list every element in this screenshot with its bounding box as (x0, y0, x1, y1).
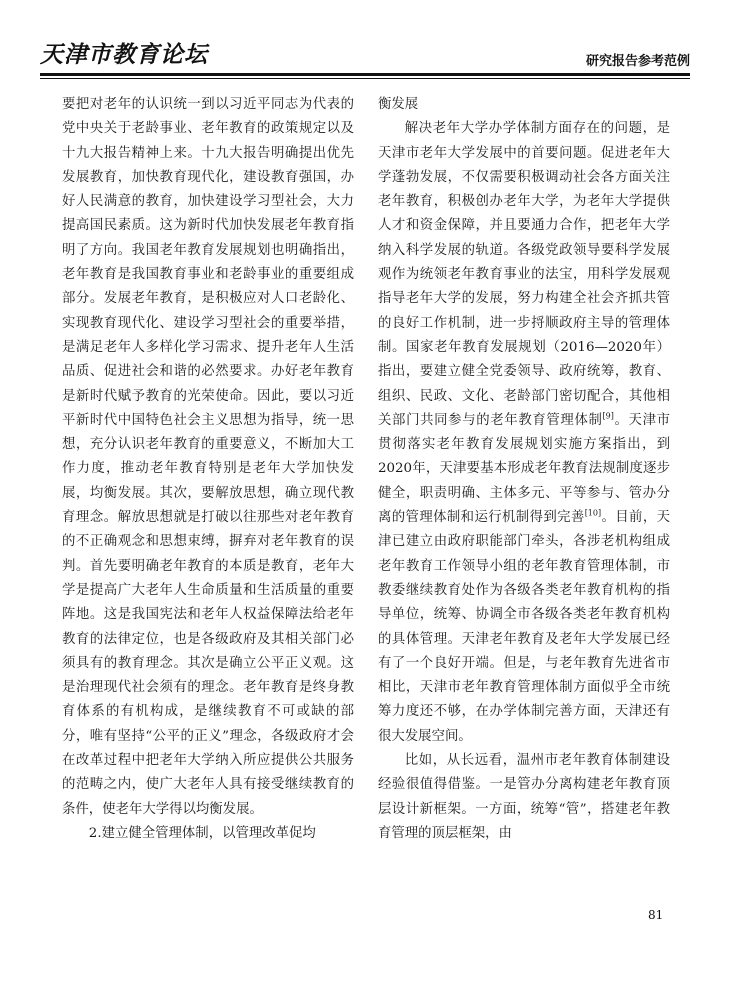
paragraph-continued: 衡发展 (378, 97, 419, 112)
section-label: 研究报告参考范例 (585, 54, 690, 69)
paragraph: 比如，从长远看，温州市老年教育体制建设经验很值得借鉴。一是管办分离构建老年教育顶层设计新框架。一方面，统筹“管”，搭建老年教育管理的顶层框架，由 (378, 753, 670, 841)
journal-logo: 天津市教育论坛 (40, 41, 208, 68)
paragraph (378, 117, 670, 749)
paragraph-text: 。目前，天津已建立由政府职能部门牵头，各涉老机构组成老年教育工作领导小组的老年教育管理体制，市教委继续教育处作为各级各类老年教育机构的指导单位，统筹、协调全市各级各类老年教育机构的具体管理。天津老年教育及老年大学发展已经有了一个良好开端。但是，与老年教育先进省市相比，天津市老年教育管理体制方面似乎全市统筹力度还不够，在办学体制完善方面，天津还有很大发展空间。 (378, 510, 671, 744)
subsection-heading: 2.建立健全管理体制，以管理改革促均 (88, 825, 316, 841)
header-rule-thin (40, 78, 690, 79)
paragraph-text: 。天津市贯彻落实老年教育发展规划实施方案指出，到2020年，天津要基本形成老年教育法规制度逐步健全，职责明确、主体多元、平等参与、管办分离的管理体制和运行机制得到完善 (378, 412, 671, 526)
page-header (40, 30, 690, 90)
right-column (378, 93, 670, 846)
citation: [10] (584, 508, 602, 518)
paragraph-text: 解决老年大学办学体制方面存在的问题，是天津市老年大学发展中的首要问题。促进老年大学蓬勃发展，不仅需要积极调动社会各方面关注老年教育，积极创办老年大学，为老年大学提供人才和资金保障，并且要通力合作，把老年大学纳入科学发展的轨道。各级党政领导要科学发展观作为统领老年教育事业的法宝，用科学发展观指导老年大学的发展，努力构建全社会齐抓共管的良好工作机制，进一步捋顺政府主导的管理体制。国家老年教育发展规划（2016—2020年）指出，要建立健全党委领导、政府统筹，教育、组织、民政、文化、老龄部门密切配合，其他相关部门共同参与的老年教育管理体制 (378, 121, 670, 428)
header-rule-thick (40, 73, 690, 76)
page-number: 81 (648, 908, 664, 922)
paragraph: 要把对老年的认识统一到以习近平同志为代表的党中央关于老龄事业、老年教育的政策规定以及十九大报告精神上来。十九大报告明确提出优先发展教育，加快教育现代化，建设教育强国，办好人民满意的教育，加快建设学习型社会，大力提高国民素质。这为新时代加快发展老年教育指明了方向。我国老年教育发展规划也明确指出，老年教育是我国教育事业和老龄事业的重要组成部分。发展老年教育，是积极应对人口老龄化、实现教育现代化、建设学习型社会的重要举措，是满足老年人多样化学习需求、提升老年人生活品质、促进社会和谐的必然要求。办好老年教育是新时代赋予教育的光荣使命。因此，要以习近平新时代中国特色社会主义思想为指导，统一思想，充分认识老年教育的重要意义，不断加大工作力度，推动老年教育特别是老年大学加快发展，均衡发展。其次，要解放思想，确立现代教育理念。解放思想就是打破以往那些对老年教育的不正确观念和思想束缚，摒弃对老年教育的误判。首先要明确老年教育的本质是教育，老年大学是提高广大老年人生命质量和生活质量的重要阵地。这是我国宪法和老年人权益保障法给老年教育的法律定位，也是各级政府及其相关部门必须具有的教育理念。其次是确立公平正义观。这是治理现代社会须有的理念。老年教育是终身教育体系的有机构成，是继续教育不可或缺的部分，唯有坚持“公平的正义”理念，各级政府才会在改革过程中把老年大学纳入所应提供公共服务的范畴之内，使广大老年人具有接受继续教育的条件，使老年大学得以均衡发展。 (62, 97, 354, 817)
left-column (62, 93, 354, 846)
citation: [9] (602, 411, 614, 421)
